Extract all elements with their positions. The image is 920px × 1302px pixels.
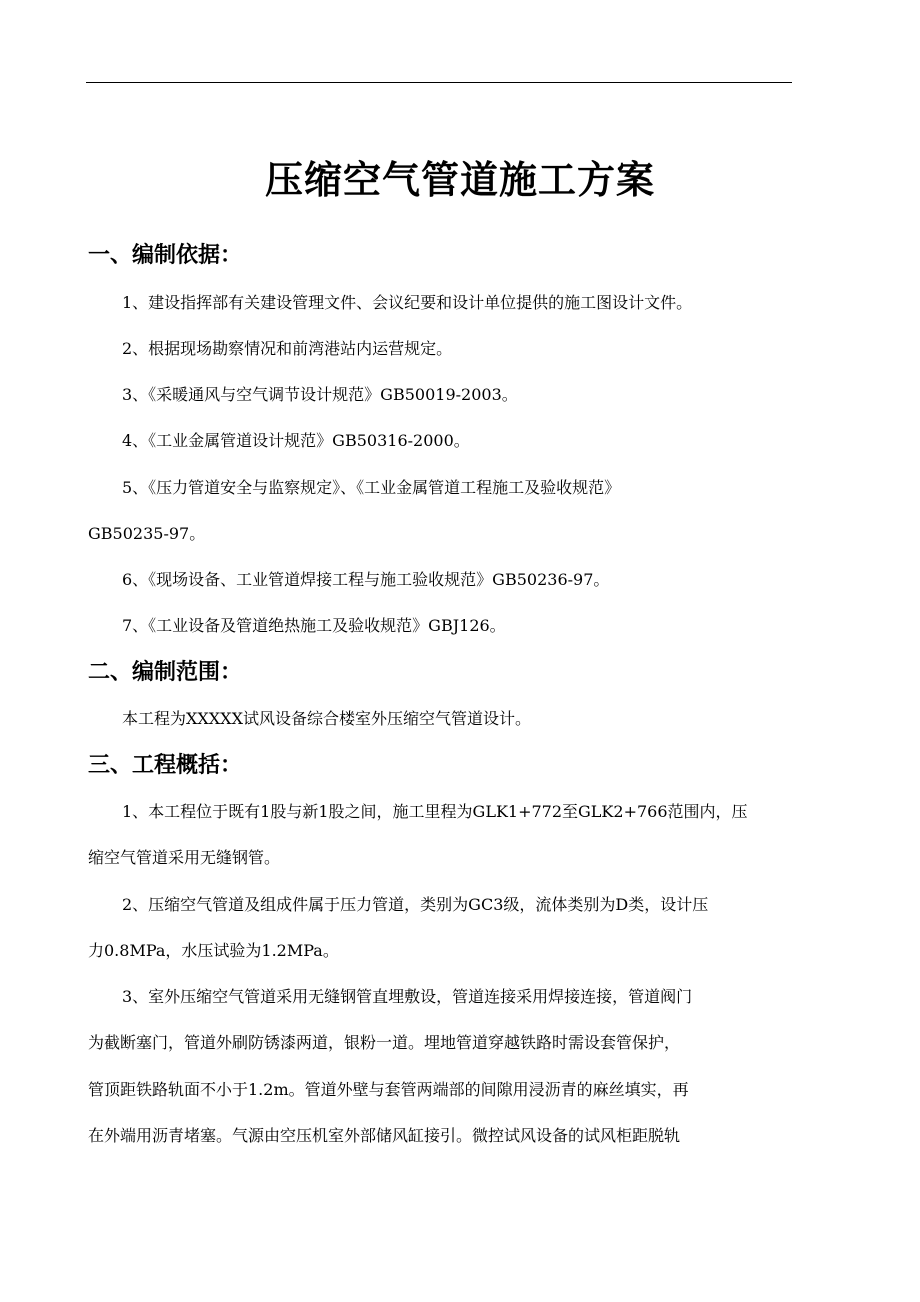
overview-line-2: 缩空气管道采用无缝钢管。: [88, 848, 281, 867]
basis-item-3: 3、《采暖通风与空气调节设计规范》GB50019-2003。: [122, 385, 518, 404]
overview-line-7: 管顶距铁路轨面不小于1.2m。管道外壁与套管两端部的间隙用浸沥青的麻丝填实，再: [88, 1080, 689, 1099]
overview-line-4: 力0.8MPa，水压试验为1.2MPa。: [88, 941, 339, 960]
overview-line-1: 1、本工程位于既有1股与新1股之间，施工里程为GLK1+772至GLK2+766范围内，压: [122, 802, 748, 821]
section-heading-overview: 三、工程概括：: [88, 753, 243, 778]
document-title: 压缩空气管道施工方案: [264, 158, 655, 202]
scope-item-1: 本工程为XXXXX试风设备综合楼室外压缩空气管道设计。: [122, 709, 531, 728]
header-rule: [86, 82, 792, 83]
basis-item-1: 1、建设指挥部有关建设管理文件、会议纪要和设计单位提供的施工图设计文件。: [122, 293, 693, 312]
overview-line-6: 为截断塞门，管道外刷防锈漆两道，银粉一道。埋地管道穿越铁路时需设套管保护，: [88, 1033, 681, 1052]
overview-line-8: 在外端用沥青堵塞。气源由空压机室外部储风缸接引。微控试风设备的试风柜距脱轨: [88, 1126, 681, 1145]
basis-item-2: 2、根据现场勘察情况和前湾港站内运营规定。: [122, 339, 453, 358]
basis-item-6: 6、《现场设备、工业管道焊接工程与施工验收规范》GB50236-97。: [122, 570, 610, 589]
section-heading-scope: 二、编制范围：: [88, 660, 243, 685]
basis-item-5: 5、《压力管道安全与监察规定》、《工业金属管道工程施工及验收规范》: [122, 478, 621, 497]
overview-line-5: 3、室外压缩空气管道采用无缝钢管直埋敷设，管道连接采用焊接连接，管道阀门: [122, 987, 693, 1006]
basis-item-4: 4、《工业金属管道设计规范》GB50316-2000。: [122, 431, 470, 450]
section-heading-basis: 一、编制依据：: [88, 243, 243, 268]
basis-item-7: 7、《工业设备及管道绝热施工及验收规范》GBJ126。: [122, 616, 506, 635]
overview-line-3: 2、压缩空气管道及组成件属于压力管道，类别为GC3级，流体类别为D类，设计压: [122, 895, 709, 914]
basis-item-5-continued: GB50235-97。: [88, 524, 206, 543]
